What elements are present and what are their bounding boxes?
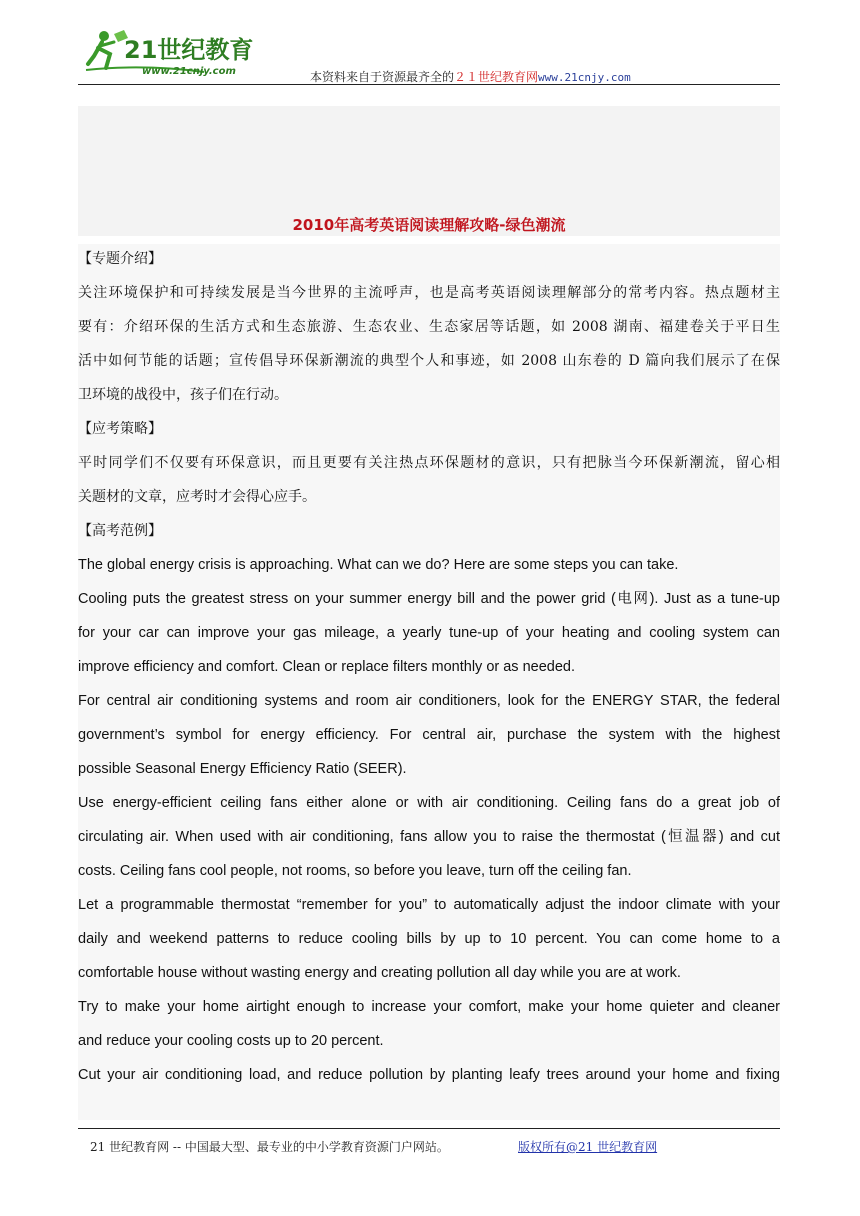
footer-text: 21 世纪教育网 -- 中国最大型、最专业的中小学教育资源门户网站。 <box>90 1140 449 1154</box>
body-line: daily and weekend patterns to reduce cooling bills by up to 10 percent. You can come home to a <box>78 931 780 947</box>
body-line: For central air conditioning systems and room air conditioners, look for the ENERGY STAR, the federal <box>78 693 780 709</box>
body-line: 要有：介绍环保的生活方式和生态旅游、生态农业、生态家居等话题，如 2008 湖南、福建卷关于平日生 <box>78 319 780 335</box>
logo-main-text: 21世纪教育 <box>124 36 254 64</box>
body-line: The global energy crisis is approaching. What can we do? Here are some steps you can take. <box>78 557 679 573</box>
footer-copyright-link[interactable]: 版权所有@21 世纪教育网 <box>518 1140 658 1154</box>
body-line: 平时同学们不仅要有环保意识，而且更要有关注热点环保题材的意识，只有把脉当今环保新潮流，留心相 <box>78 455 780 471</box>
body-line: 关题材的文章，应考时才会得心应手。 <box>78 489 316 505</box>
body-line: 【高考范例】 <box>78 523 162 539</box>
page-header <box>78 18 780 85</box>
body-line: possible Seasonal Energy Efficiency Ratio (SEER). <box>78 761 407 777</box>
body-line: Cooling puts the greatest stress on your summer energy bill and the power grid (电网). Just as a tune-up <box>78 591 780 607</box>
body-line: circulating air. When used with air conditioning, fans allow you to raise the thermostat (恒温器) and cut <box>78 829 780 845</box>
body-line: improve efficiency and comfort. Clean or replace filters monthly or as needed. <box>78 659 576 675</box>
body-line: Try to make your home airtight enough to increase your comfort, make your home quieter and cleaner <box>78 999 780 1015</box>
document-title: 2010年高考英语阅读理解攻略-绿色潮流 <box>292 216 566 234</box>
body-line: for your car can improve your gas mileage, a yearly tune-up of your heating and cooling system can <box>78 625 780 641</box>
site-logo <box>84 24 294 78</box>
body-line: Use energy-efficient ceiling fans either alone or with air conditioning. Ceiling fans do a great job of <box>78 795 780 811</box>
document-body <box>78 244 780 1120</box>
source-prefix: 本资料来自于资源最齐全的 <box>310 70 455 84</box>
body-line: government’s symbol for energy efficiency. For central air, purchase the system with the highest <box>78 727 780 743</box>
source-url: www.21cnjy.com <box>538 71 631 84</box>
body-line: 【专题介绍】 <box>78 251 162 267</box>
logo-url-text: www.21cnjy.com <box>142 66 236 77</box>
header-source-line <box>310 68 631 85</box>
source-brand: ２１世纪教育网 <box>454 70 539 84</box>
body-line: 【应考策略】 <box>78 421 162 437</box>
body-line: Let a programmable thermostat “remember for you” to automatically adjust the indoor climate with your <box>78 897 780 913</box>
body-line: 活中如何节能的话题；宣传倡导环保新潮流的典型个人和事迹，如 2008 山东卷的 D 篇向我们展示了在保 <box>78 353 780 369</box>
body-line: Cut your air conditioning load, and reduce pollution by planting leafy trees around your home and fixing <box>78 1067 780 1083</box>
body-line: and reduce your cooling costs up to 20 percent. <box>78 1033 384 1049</box>
body-line: costs. Ceiling fans cool people, not rooms, so before you leave, turn off the ceiling fan. <box>78 863 632 879</box>
body-line: 关注环境保护和可持续发展是当今世界的主流呼声，也是高考英语阅读理解部分的常考内容。热点题材主 <box>78 285 780 301</box>
footer-divider <box>78 1128 780 1129</box>
body-line: comfortable house without wasting energy and creating pollution all day while you are at work. <box>78 965 681 981</box>
body-line: 卫环境的战役中，孩子们在行动。 <box>78 387 288 403</box>
